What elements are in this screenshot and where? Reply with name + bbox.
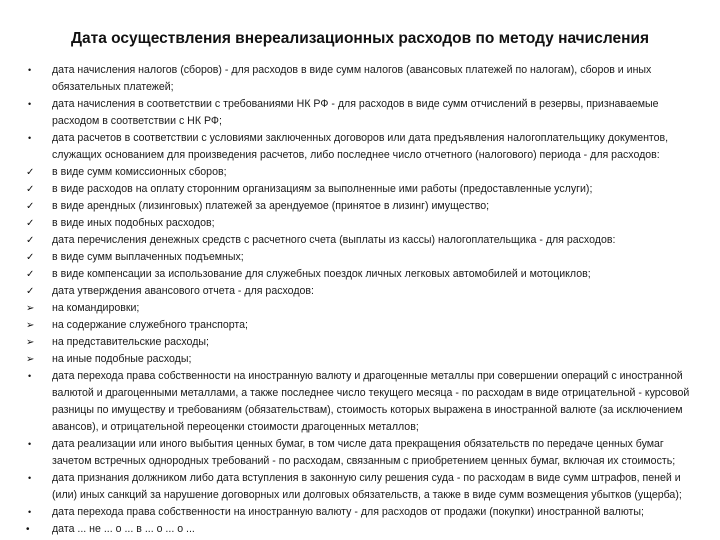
list-item-text: дата расчетов в соответствии с условиями заключенных договоров или дата предъявления налогоплательщику документов, служащих основанием для произведения расчетов, либо последнее число отчетного (налогового) периода - для расходов: bbox=[52, 132, 669, 161]
check-icon: ✓ bbox=[26, 201, 35, 212]
list-item bbox=[22, 96, 702, 130]
list-item bbox=[22, 266, 702, 283]
check-icon: • bbox=[26, 524, 30, 535]
list-item-text: дата перехода права собственности на иностранную валюту - для расходов от продажи (покупки) иностранной валюты; bbox=[52, 506, 644, 518]
check-icon: ✓ bbox=[26, 184, 35, 195]
arrow-icon: ➢ bbox=[26, 303, 35, 314]
bullet-icon: • bbox=[28, 65, 32, 75]
list-item bbox=[22, 283, 702, 300]
bullet-icon: • bbox=[28, 473, 32, 483]
bullet-icon: • bbox=[28, 133, 32, 143]
list-item bbox=[22, 470, 702, 504]
list-item bbox=[22, 232, 702, 249]
list-item-text: дата признания должником либо дата вступления в законную силу решения суда - по расходам в виде сумм штрафов, пеней и (или) иных санкций за нарушение договорных или долговых обязательств, а также в виде сумм возмещения убытков (ущерба); bbox=[52, 472, 682, 501]
list-item bbox=[22, 215, 702, 232]
list-item-text: дата начисления налогов (сборов) - для расходов в виде сумм налогов (авансовых платежей по налогам), сборов и иных обязательных платежей; bbox=[52, 64, 652, 93]
list-item-text: на командировки; bbox=[52, 302, 140, 314]
bullet-icon: • bbox=[28, 507, 32, 517]
list-item-text: дата ... не ... о ... в ... о ... о ... bbox=[52, 523, 195, 535]
list-item bbox=[22, 334, 702, 351]
list-item bbox=[22, 164, 702, 181]
list-item bbox=[22, 62, 702, 96]
list-item-text: на представительские расходы; bbox=[52, 336, 209, 348]
check-icon: ✓ bbox=[26, 167, 35, 178]
list-item-text: дата утверждения авансового отчета - для расходов: bbox=[52, 285, 314, 297]
list-item-text: на содержание служебного транспорта; bbox=[52, 319, 248, 331]
slide-title: Дата осуществления внереализационных расходов по методу начисления bbox=[70, 30, 650, 47]
bullet-icon: • bbox=[28, 371, 32, 381]
list-item bbox=[22, 198, 702, 215]
bullet-list bbox=[22, 62, 702, 521]
list-item-text: в виде арендных (лизинговых) платежей за арендуемое (принятое в лизинг) имущество; bbox=[52, 200, 490, 212]
list-item-text: дата реализации или иного выбытия ценных бумаг, в том числе дата прекращения обязательств по передаче ценных бумаг зачетом встречных однородных требований - по расходам, связанным с приобретением ценных бумаг, включая их стоимость; bbox=[52, 438, 676, 467]
list-item-text: в виде сумм комиссионных сборов; bbox=[52, 166, 227, 178]
clipped-line bbox=[22, 523, 702, 540]
bullet-icon: • bbox=[28, 439, 32, 449]
list-item bbox=[22, 521, 702, 538]
list-item bbox=[22, 504, 702, 521]
list-item-text: дата перечисления денежных средств с расчетного счета (выплаты из кассы) налогоплательщика - для расходов: bbox=[52, 234, 616, 246]
list-item-text: в виде сумм выплаченных подъемных; bbox=[52, 251, 244, 263]
arrow-icon: ➢ bbox=[26, 320, 35, 331]
list-item bbox=[22, 317, 702, 334]
list-item bbox=[22, 436, 702, 470]
list-item bbox=[22, 181, 702, 198]
list-item-text: дата начисления в соответствии с требованиями НК РФ - для расходов в виде сумм отчислений в резервы, признаваемые расходом в соответствии с НК РФ; bbox=[52, 98, 659, 127]
arrow-icon: ➢ bbox=[26, 354, 35, 365]
list-item-text: в виде расходов на оплату сторонним организациям за выполненные ими работы (предоставленные услуги); bbox=[52, 183, 593, 195]
bullet-icon: • bbox=[28, 99, 32, 109]
list-item bbox=[22, 130, 702, 164]
list-item bbox=[22, 368, 702, 436]
list-item bbox=[22, 300, 702, 317]
check-icon: ✓ bbox=[26, 235, 35, 246]
check-icon: ✓ bbox=[26, 218, 35, 229]
list-item-text: в виде компенсации за использование для служебных поездок личных легковых автомобилей и мотоциклов; bbox=[52, 268, 591, 280]
list-item-text: в виде иных подобных расходов; bbox=[52, 217, 215, 229]
list-item bbox=[22, 249, 702, 266]
arrow-icon: ➢ bbox=[26, 337, 35, 348]
check-icon: ✓ bbox=[26, 252, 35, 263]
list-item-text: на иные подобные расходы; bbox=[52, 353, 192, 365]
check-icon: ✓ bbox=[26, 286, 35, 297]
list-item-text: дата перехода права собственности на иностранную валюту и драгоценные металлы при совершении операций с иностранной валютой и драгоценными металлами, а также последнее число текущего месяца - по расходам в виде отрицательной - курсовой разницы по имуществу и требованиям (обязательствам), стоимость которых выражена в иностранной валюте (за исключением авансов), и отрицательной переоценки стоимости драгоценных металлов; bbox=[52, 370, 690, 433]
list-item bbox=[22, 351, 702, 368]
check-icon: ✓ bbox=[26, 269, 35, 280]
